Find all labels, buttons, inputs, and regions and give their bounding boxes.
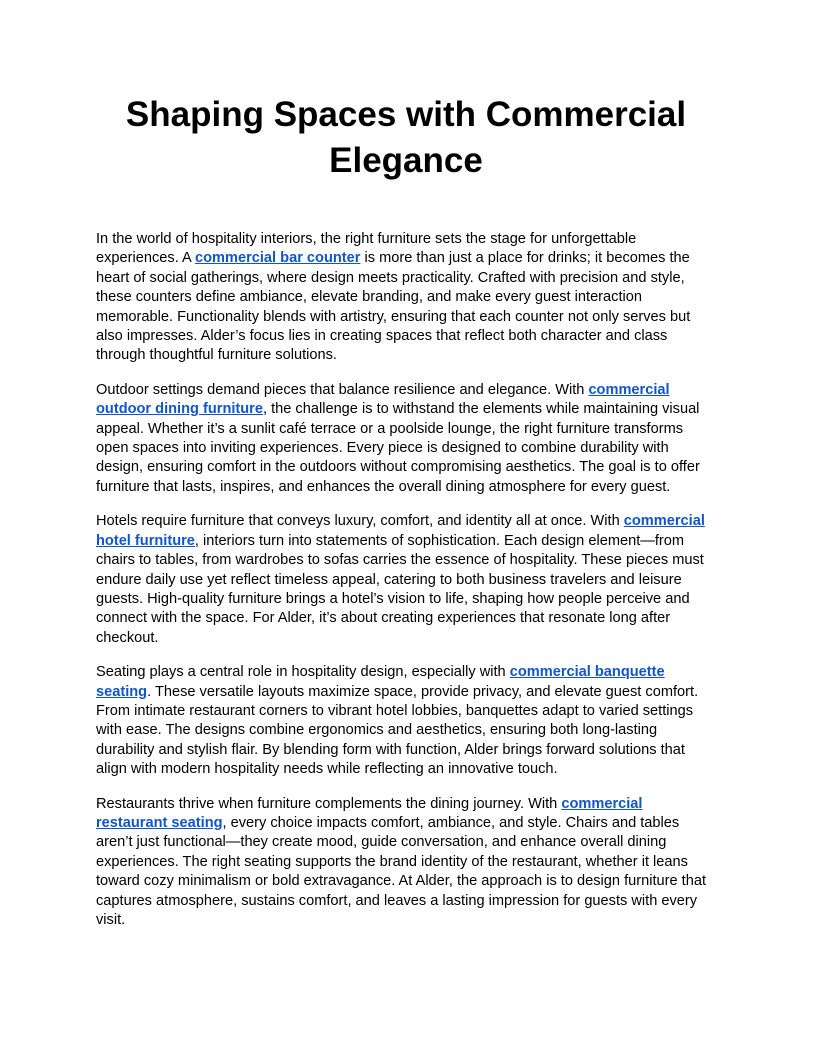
- link-commercial-bar-counter[interactable]: commercial bar counter: [194, 250, 361, 267]
- link-commercial-banquette-seating[interactable]: commercial banquette seating: [96, 664, 665, 700]
- page-title: Shaping Spaces with Commercial Elegance: [125, 95, 687, 180]
- paragraph-text: , interiors turn into statements of sophistication. Each design element—from chairs to tables, from wardrobes to sofas carries the essence of hospitality. These pieces must endure daily use yet reflect timeless appeal, catering to both business travelers and leisure guests. High-quality furniture brings a hotel’s vision to life, shaping how people perceive and connect with the space. For Alder, it’s about creating experiences that resonate long after checkout.: [96, 532, 704, 646]
- paragraph-text: , the challenge is to withstand the elements while maintaining visual appeal. Whether it’s a sunlit café terrace or a poolside lounge, the right furniture transforms open spaces into inviting experiences. Every piece is designed to combine durability with design, ensuring comfort in the outdoors without compromising aesthetics. The goal is to offer furniture that lasts, inspires, and enhances the overall dining atmosphere for every guest.: [96, 401, 700, 495]
- paragraph-text: Hotels require furniture that conveys luxury, comfort, and identity all at once. With: [96, 513, 624, 530]
- paragraph-bar-counter: [96, 230, 716, 366]
- paragraph-text: . These versatile layouts maximize space, provide privacy, and elevate guest comfort. From intimate restaurant corners to vibrant hotel lobbies, banquettes adapt to varied settings with ease. The designs combine ergonomics and aesthetics, ensuring both long-lasting durability and stylish flair. By blending form with function, Alder brings forward solutions that align with modern hospitality needs while reflecting an innovative touch.: [96, 683, 699, 778]
- paragraph-hotel-furniture: [96, 512, 716, 648]
- paragraph-text: Outdoor settings demand pieces that balance resilience and elegance. With: [96, 381, 589, 398]
- paragraph-text: , every choice impacts comfort, ambiance, and style. Chairs and tables aren’t just functional—they create mood, guide conversation, and enhance overall dining experiences. The right seating supports the brand identity of the restaurant, whether it leans toward cozy minimalism or bold extravagance. At Alder, the approach is to design furniture that captures atmosphere, sustains comfort, and leaves a lasting impression for guests with every visit.: [96, 814, 707, 928]
- link-commercial-restaurant-seating[interactable]: commercial restaurant seating: [96, 795, 643, 831]
- paragraph-text: is more than just a place for drinks; it becomes the heart of social gatherings, where design meets practicality. Crafted with precision and style, these counters define ambiance, elevate branding, and make every guest interaction memorable. Functionality blends with artistry, ensuring that each counter not only serves but also impresses. Alder’s focus lies in creating spaces that reflect both character and class through thoughtful furniture solutions.: [96, 250, 691, 364]
- paragraph-text: Seating plays a central role in hospitality design, especially with: [96, 664, 510, 681]
- paragraph-banquette-seating: [96, 663, 716, 779]
- paragraph-text: Restaurants thrive when furniture complements the dining journey. With: [96, 795, 562, 812]
- link-commercial-hotel-furniture[interactable]: commercial hotel furniture: [96, 513, 705, 549]
- paragraph-restaurant-seating: [96, 795, 716, 931]
- document-page: [96, 92, 716, 945]
- paragraph-outdoor-dining: [96, 381, 716, 497]
- paragraph-text: In the world of hospitality interiors, the right furniture sets the stage for unforgettable experiences. A: [96, 231, 637, 267]
- link-commercial-outdoor-dining-furniture[interactable]: commercial outdoor dining furniture: [96, 381, 670, 418]
